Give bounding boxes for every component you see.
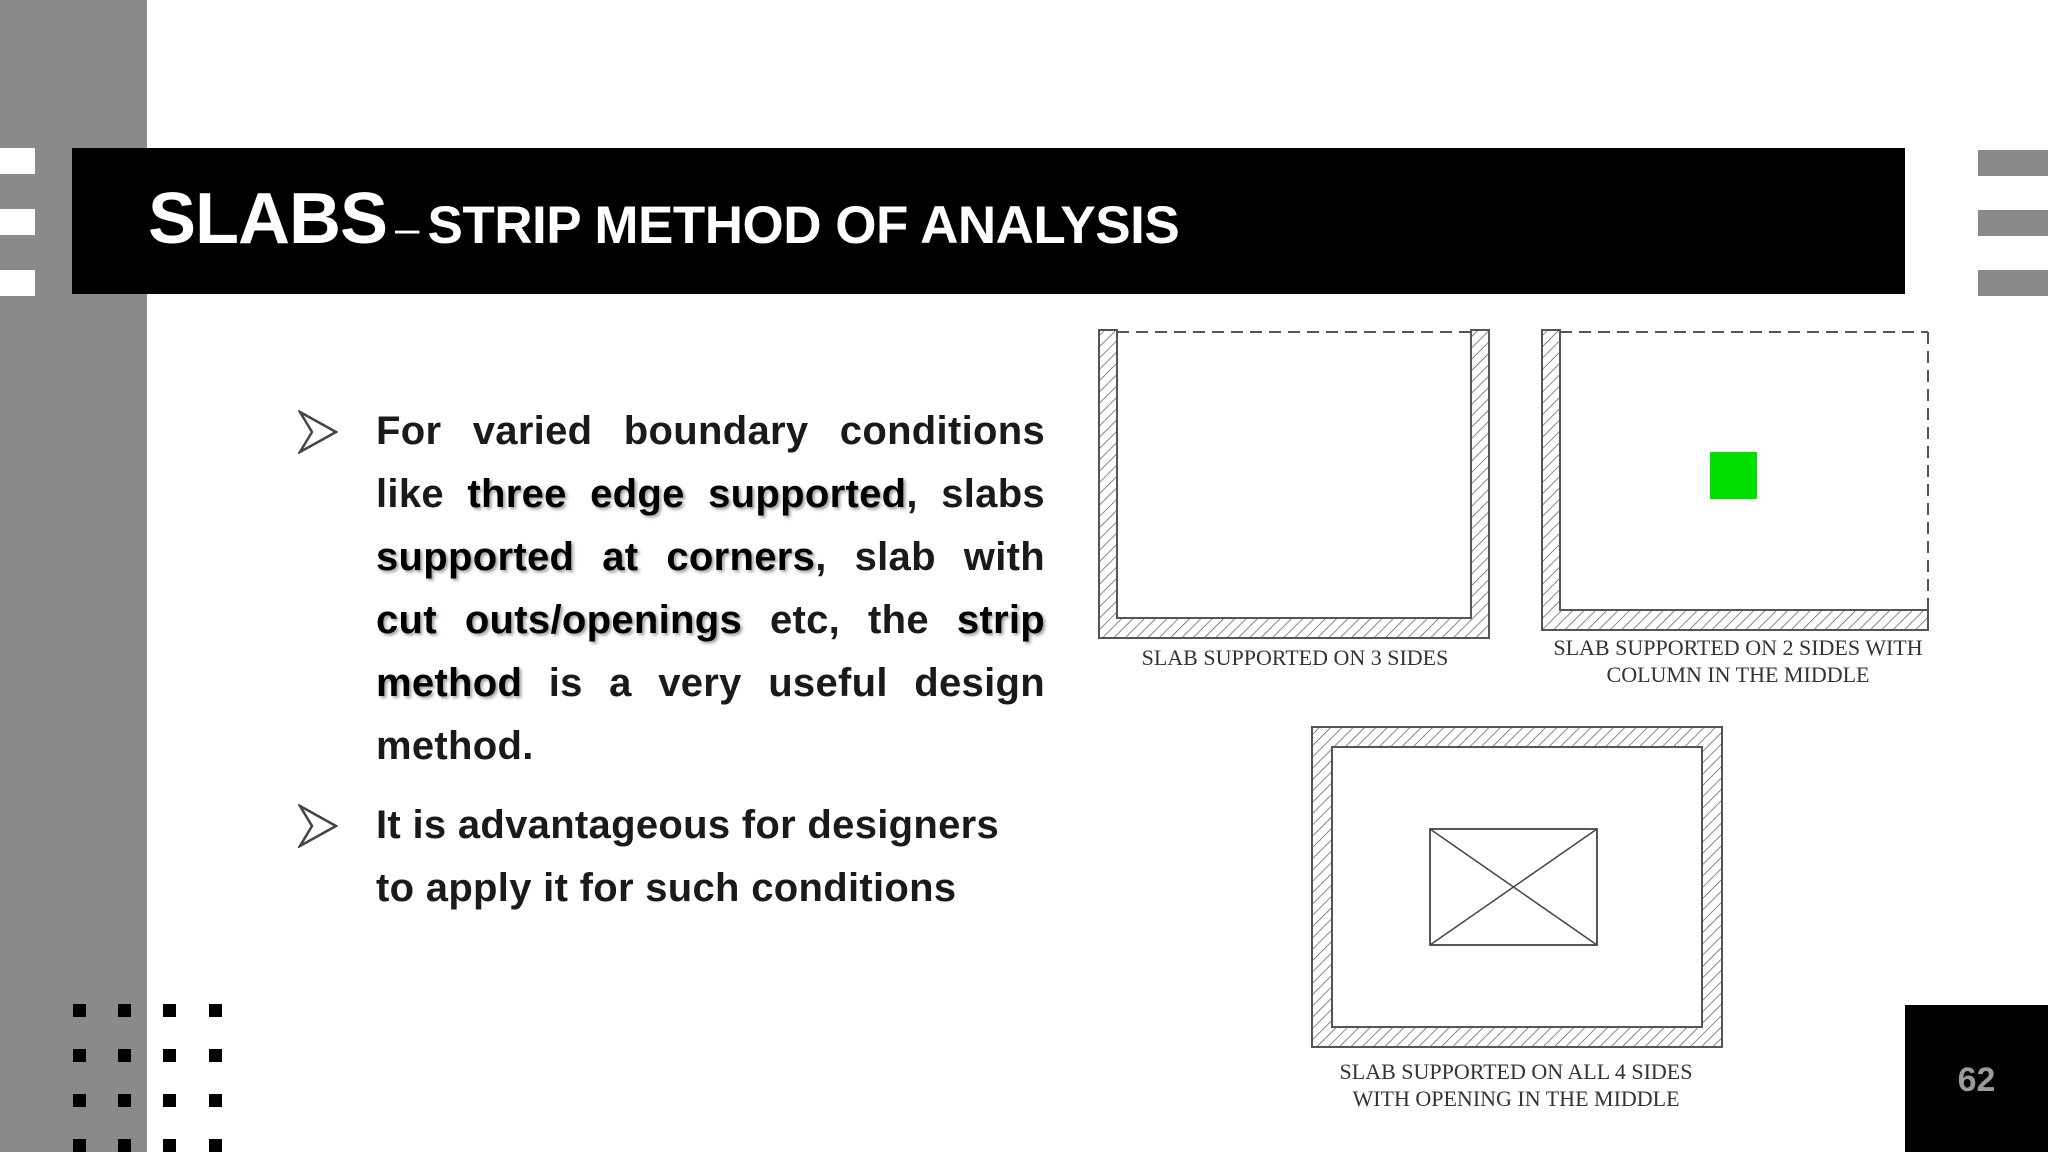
highlight-cut-outs-openings: cut outs/openings	[376, 598, 743, 642]
decorative-dot-grid	[70, 1000, 240, 1152]
caption-line: SLAB SUPPORTED ON 2 SIDES WITH	[1553, 635, 1923, 660]
page-number-box	[1905, 1005, 2048, 1152]
title-bar	[72, 148, 1905, 294]
bullet-text-part: For varied boundary conditions like	[376, 409, 1045, 516]
support-wall-hatch	[1099, 330, 1489, 638]
title-dash: –	[395, 204, 420, 253]
caption-four-sides	[1316, 1058, 1716, 1112]
figure-slab-two-sides	[1538, 328, 1930, 638]
caption-line: WITH OPENING IN THE MIDDLE	[1352, 1086, 1680, 1111]
bullet-text: It is advantageous for designers to apply it for such conditions	[376, 803, 1000, 910]
caption-three-sides: SLAB SUPPORTED ON 3 SIDES	[1141, 645, 1449, 670]
bullet-list	[295, 400, 1045, 936]
bullet-text-part: etc, the	[742, 598, 957, 642]
highlight-supported-at-corners: supported at corners	[376, 535, 816, 579]
bullet-text-part: , slabs	[906, 472, 1045, 516]
caption-line: SLAB SUPPORTED ON ALL 4 SIDES	[1339, 1059, 1693, 1084]
bullet-text-part: is a very useful design method.	[376, 661, 1045, 768]
bullet-text	[376, 400, 1045, 778]
bullet-item	[295, 794, 1045, 920]
figure-slab-three-sides	[1095, 328, 1495, 646]
title-subtitle: STRIP METHOD OF ANALYSIS	[427, 196, 1180, 255]
caption-two-sides	[1538, 634, 1938, 688]
right-tick-marks	[1978, 150, 2048, 296]
bullet-item	[295, 400, 1045, 778]
slide-title	[148, 178, 1179, 260]
arrowhead-bullet-icon	[298, 410, 338, 454]
arrowhead-bullet-icon	[298, 804, 338, 848]
bullet-text-part: , slab with	[815, 535, 1045, 579]
page-number: 62	[1957, 1061, 1996, 1099]
figure-slab-four-sides	[1310, 725, 1724, 1049]
left-tick-marks	[0, 148, 35, 296]
caption-line: COLUMN IN THE MIDDLE	[1606, 662, 1870, 687]
title-main: SLABS	[148, 179, 388, 259]
highlight-strip-method: strip method	[376, 598, 1045, 705]
column-square	[1710, 452, 1757, 499]
highlight-three-edge-supported: three edge supported	[467, 472, 907, 516]
